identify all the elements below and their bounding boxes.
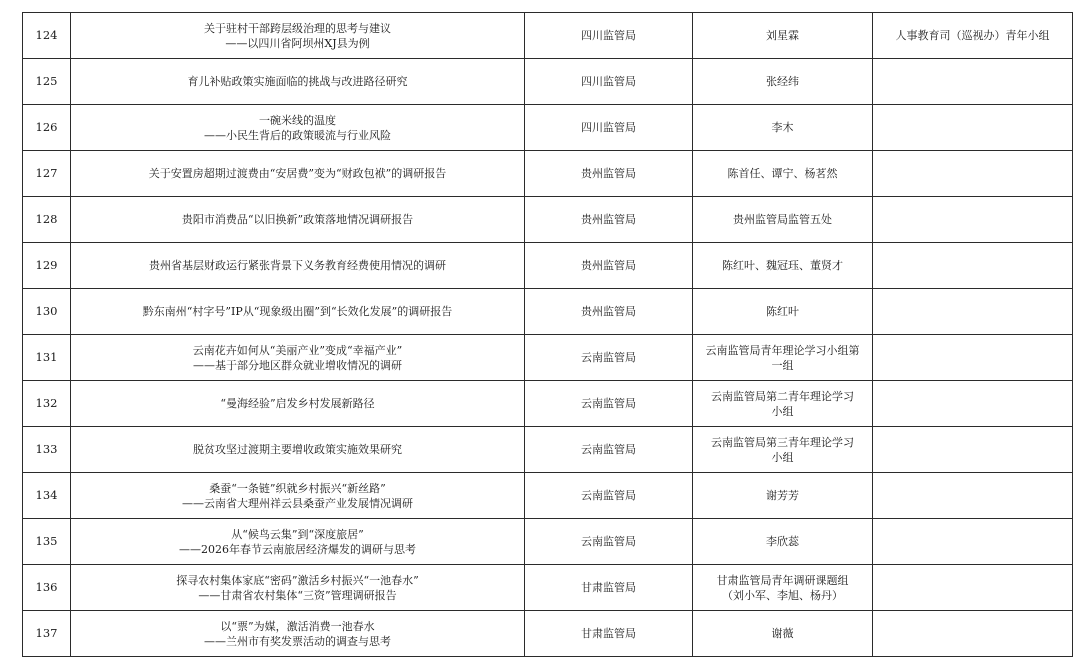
unit-cell: 贵州监管局 bbox=[525, 151, 693, 197]
report-title: 黔东南州“村字号”IP从“现象级出圈”到“长效化发展”的调研报告 bbox=[142, 305, 453, 318]
note-cell bbox=[873, 519, 1073, 565]
report-title: 关于安置房超期过渡费由“安居费”变为“财政包袱”的调研报告 bbox=[148, 167, 447, 180]
author-cell bbox=[693, 335, 873, 381]
author-cell bbox=[693, 381, 873, 427]
author-line: 云南监管局第三青年理论学习 bbox=[711, 435, 854, 449]
unit-cell: 甘肃监管局 bbox=[525, 565, 693, 611]
author-line: 刘星霖 bbox=[766, 29, 799, 42]
author-cell bbox=[693, 13, 873, 59]
author-line: 陈首任、谭宁、杨茗然 bbox=[727, 167, 838, 180]
report-title: 贵州省基层财政运行紧张背景下义务教育经费使用情况的调研 bbox=[149, 259, 446, 272]
unit-cell: 云南监管局 bbox=[525, 519, 693, 565]
row-number-cell: 129 bbox=[23, 243, 71, 289]
author-line: 贵州监管局监管五处 bbox=[733, 213, 832, 226]
note-cell bbox=[873, 243, 1073, 289]
author-cell bbox=[693, 197, 873, 243]
author-line: 甘肃监管局青年调研课题组 bbox=[716, 573, 849, 587]
note-cell bbox=[873, 335, 1073, 381]
report-title-cell bbox=[71, 335, 525, 381]
author-line: 张经纬 bbox=[766, 75, 799, 88]
report-subtitle: ——2026年春节云南旅居经济爆发的调研与思考 bbox=[179, 542, 416, 556]
row-number-cell: 130 bbox=[23, 289, 71, 335]
table-row bbox=[23, 335, 1073, 381]
note-cell bbox=[873, 59, 1073, 105]
report-subtitle: ——云南省大理州祥云县桑蚕产业发展情况调研 bbox=[182, 496, 413, 510]
report-title-cell bbox=[71, 473, 525, 519]
note-cell bbox=[873, 151, 1073, 197]
row-number-cell: 137 bbox=[23, 611, 71, 657]
report-title: 探寻农村集体家底“密码”激活乡村振兴“一池春水” bbox=[176, 573, 419, 587]
report-title-cell bbox=[71, 197, 525, 243]
note-cell: 人事教育司（巡视办）青年小组 bbox=[873, 13, 1073, 59]
row-number-cell: 134 bbox=[23, 473, 71, 519]
author-cell bbox=[693, 565, 873, 611]
row-number-cell: 127 bbox=[23, 151, 71, 197]
unit-cell: 四川监管局 bbox=[525, 105, 693, 151]
unit-cell: 四川监管局 bbox=[525, 13, 693, 59]
report-title: 桑蚕“一条链”织就乡村振兴“新丝路” bbox=[209, 481, 386, 495]
report-title-cell bbox=[71, 519, 525, 565]
note-cell bbox=[873, 105, 1073, 151]
report-subtitle: ——兰州市有奖发票活动的调查与思考 bbox=[204, 634, 391, 648]
report-subtitle: ——基于部分地区群众就业增收情况的调研 bbox=[193, 358, 402, 372]
report-title-cell bbox=[71, 13, 525, 59]
unit-cell: 云南监管局 bbox=[525, 335, 693, 381]
report-title: 以“票”为媒，激活消费一池春水 bbox=[220, 619, 375, 633]
row-number-cell: 124 bbox=[23, 13, 71, 59]
author-line: 小组 bbox=[771, 404, 794, 418]
report-title: 从“候鸟云集”到“深度旅居” bbox=[231, 527, 364, 541]
author-cell bbox=[693, 473, 873, 519]
author-cell bbox=[693, 105, 873, 151]
row-number-cell: 126 bbox=[23, 105, 71, 151]
note-cell bbox=[873, 473, 1073, 519]
row-number-cell: 131 bbox=[23, 335, 71, 381]
unit-cell: 贵州监管局 bbox=[525, 243, 693, 289]
author-cell bbox=[693, 611, 873, 657]
author-line: 谢芳芳 bbox=[766, 489, 799, 502]
author-cell bbox=[693, 519, 873, 565]
note-cell bbox=[873, 289, 1073, 335]
table-row bbox=[23, 13, 1073, 59]
report-title-cell bbox=[71, 289, 525, 335]
table-row bbox=[23, 381, 1073, 427]
author-line: （刘小军、李旭、杨丹） bbox=[722, 588, 843, 602]
report-title: 关于驻村干部跨层级治理的思考与建议 bbox=[204, 21, 391, 35]
author-line: 李欣蕊 bbox=[766, 535, 799, 548]
report-title-cell bbox=[71, 611, 525, 657]
report-title-cell bbox=[71, 381, 525, 427]
row-number-cell: 135 bbox=[23, 519, 71, 565]
table-row bbox=[23, 289, 1073, 335]
row-number-cell: 125 bbox=[23, 59, 71, 105]
report-subtitle: ——甘肃省农村集体“三资”管理调研报告 bbox=[198, 588, 397, 602]
report-title: 一碗米线的温度 bbox=[259, 113, 336, 127]
report-title: “曼海经验”启发乡村发展新路径 bbox=[220, 397, 375, 410]
unit-cell: 甘肃监管局 bbox=[525, 611, 693, 657]
author-line: 陈红叶 bbox=[766, 305, 799, 318]
report-table-body bbox=[23, 13, 1073, 657]
unit-cell: 四川监管局 bbox=[525, 59, 693, 105]
table-row bbox=[23, 427, 1073, 473]
row-number-cell: 132 bbox=[23, 381, 71, 427]
author-line: 小组 bbox=[771, 450, 794, 464]
author-cell bbox=[693, 243, 873, 289]
report-title-cell bbox=[71, 565, 525, 611]
author-line: 云南监管局第二青年理论学习 bbox=[711, 389, 854, 403]
report-title-cell bbox=[71, 243, 525, 289]
unit-cell: 贵州监管局 bbox=[525, 289, 693, 335]
table-row bbox=[23, 611, 1073, 657]
unit-cell: 云南监管局 bbox=[525, 427, 693, 473]
note-cell bbox=[873, 427, 1073, 473]
report-table bbox=[22, 12, 1073, 657]
report-title-cell bbox=[71, 151, 525, 197]
table-row bbox=[23, 565, 1073, 611]
report-title-cell bbox=[71, 59, 525, 105]
note-cell bbox=[873, 565, 1073, 611]
report-title-cell bbox=[71, 105, 525, 151]
report-title-cell bbox=[71, 427, 525, 473]
note-cell bbox=[873, 197, 1073, 243]
unit-cell: 贵州监管局 bbox=[525, 197, 693, 243]
table-row bbox=[23, 151, 1073, 197]
table-row bbox=[23, 519, 1073, 565]
author-line: 谢薇 bbox=[771, 627, 794, 640]
row-number-cell: 128 bbox=[23, 197, 71, 243]
report-subtitle: ——小民生背后的政策暖流与行业风险 bbox=[204, 128, 391, 142]
unit-cell: 云南监管局 bbox=[525, 473, 693, 519]
note-cell bbox=[873, 381, 1073, 427]
table-row bbox=[23, 243, 1073, 289]
report-title: 云南花卉如何从“美丽产业”变成“幸福产业” bbox=[192, 343, 403, 357]
report-subtitle: ——以四川省阿坝州XJ县为例 bbox=[225, 36, 370, 50]
table-row bbox=[23, 105, 1073, 151]
author-cell bbox=[693, 59, 873, 105]
author-cell bbox=[693, 289, 873, 335]
table-row bbox=[23, 59, 1073, 105]
author-line: 陈红叶、魏冠珏、董贤才 bbox=[722, 259, 843, 272]
note-cell bbox=[873, 611, 1073, 657]
author-line: 李木 bbox=[771, 121, 794, 134]
table-row bbox=[23, 473, 1073, 519]
author-cell bbox=[693, 151, 873, 197]
report-title: 育儿补贴政策实施面临的挑战与改进路径研究 bbox=[187, 75, 408, 88]
author-cell bbox=[693, 427, 873, 473]
report-title: 脱贫攻坚过渡期主要增收政策实施效果研究 bbox=[193, 443, 402, 456]
author-line: 云南监管局青年理论学习小组第 bbox=[705, 343, 860, 357]
row-number-cell: 136 bbox=[23, 565, 71, 611]
report-table-container bbox=[22, 12, 1072, 657]
report-title: 贵阳市消费品“以旧换新”政策落地情况调研报告 bbox=[181, 213, 414, 226]
row-number-cell: 133 bbox=[23, 427, 71, 473]
unit-cell: 云南监管局 bbox=[525, 381, 693, 427]
author-line: 一组 bbox=[771, 358, 794, 372]
table-row bbox=[23, 197, 1073, 243]
